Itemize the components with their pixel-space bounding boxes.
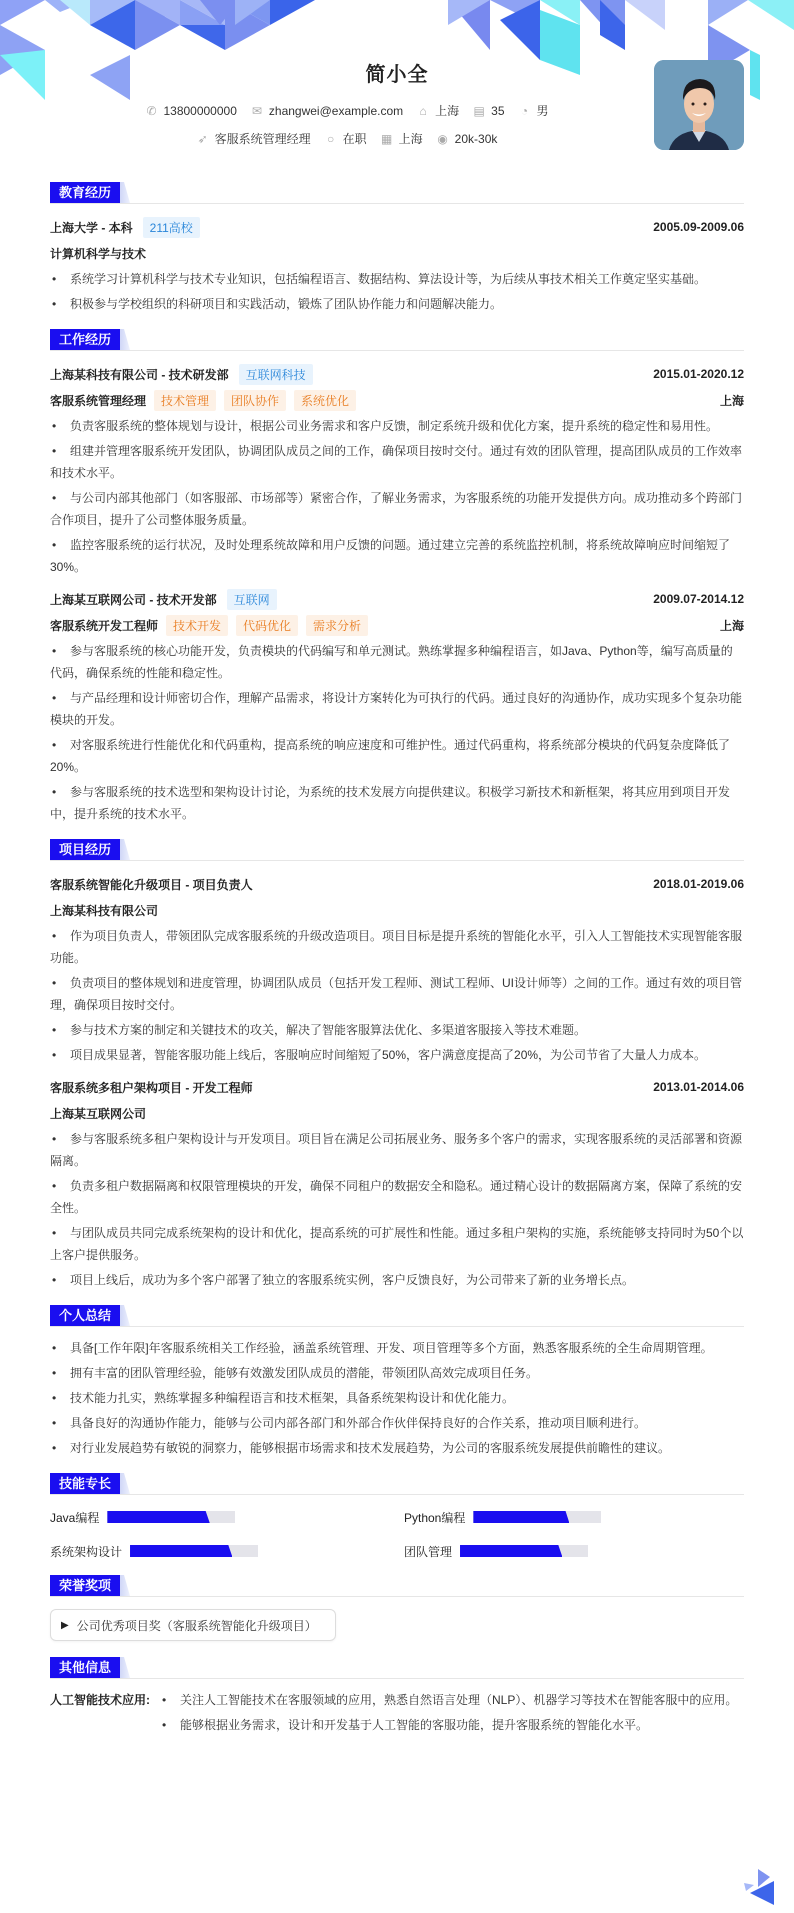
work-entry-header — [50, 361, 744, 387]
age-value: 35 — [491, 103, 505, 118]
email-value: zhangwei@example.com — [268, 103, 404, 118]
company-name: 上海某互联网公司 - 技术开发部 — [50, 592, 217, 607]
entry-date: 2018.01-2019.06 — [653, 877, 744, 891]
role-title: 客服系统管理经理 — [50, 393, 147, 408]
skill-progress-bar — [460, 1545, 588, 1557]
position-value: 客服系统管理经理 — [214, 132, 311, 146]
school-tag: 211高校 — [143, 217, 200, 238]
skills-grid — [50, 1505, 744, 1563]
skill-progress-bar — [473, 1511, 601, 1523]
list-item: • 具备良好的沟通协作能力，能够与公司内部各部门和外部合作伙伴保持良好的合作关系，推动项目顺利进行。 — [50, 1412, 744, 1434]
skill-progress-bar — [130, 1545, 258, 1557]
list-item: • 与公司内部其他部门（如客服部、市场部等）紧密合作，了解业务需求，为客服系统的功能开发提供方向。成功推动多个跨部门合作项目，提升了公司整体服务质量。 — [50, 487, 744, 531]
list-item: • 项目上线后，成功为多个客户部署了独立的客服系统实例，客户反馈良好，为公司带来了新的业务增长点。 — [50, 1269, 744, 1291]
home-icon: ⌂ — [419, 103, 427, 118]
list-item: • 对客服系统进行性能优化和代码重构，提高系统的响应速度和可维护性。通过代码重构，将系统部分模块的代码复杂度降低了20%。 — [50, 734, 744, 778]
skill-item — [50, 1539, 404, 1563]
education-bullets — [50, 268, 744, 315]
salary-icon: ◉ — [437, 131, 448, 146]
salary-item — [437, 132, 498, 146]
list-item: • 系统学习计算机科学与技术专业知识，包括编程语言、数据结构、算法设计等，为后续从事技术相关工作奠定坚实基础。 — [50, 268, 744, 290]
entry-title — [50, 217, 200, 238]
email-item — [251, 104, 403, 118]
role-group — [50, 390, 356, 411]
role-row — [50, 387, 744, 413]
city-icon: ▦ — [380, 131, 393, 146]
list-item: • 技术能力扎实，熟练掌握多种编程语言和技术框架，具备系统架构设计和优化能力。 — [50, 1387, 744, 1409]
role-group — [50, 615, 368, 636]
entry-title — [50, 364, 313, 385]
list-item: • 负责多租户数据隔离和权限管理模块的开发，确保不同租户的数据安全和隐私。通过精心设计的数据隔离方案，保障了系统的安全性。 — [50, 1175, 744, 1219]
city-item — [381, 130, 423, 147]
work-section — [50, 327, 744, 825]
project-entry-header — [50, 871, 744, 897]
section-title: 工作经历 — [50, 329, 120, 350]
age-item — [473, 104, 504, 118]
skills-section — [50, 1471, 744, 1563]
list-item: • 负责项目的整体规划和进度管理，协调团队成员（包括开发工程师、测试工程师、UI设计师等）之间的工作。通过有效的项目管理，确保项目按时交付。 — [50, 972, 744, 1016]
list-item: • 负责客服系统的整体规划与设计，根据公司业务需求和客户反馈，制定系统升级和优化方案，提升系统的稳定性和易用性。 — [50, 415, 744, 437]
role-title: 客服系统开发工程师 — [50, 618, 159, 633]
role-row — [50, 612, 744, 638]
award-item — [50, 1609, 336, 1641]
skill-tag: 系统优化 — [294, 390, 356, 411]
other-info-row — [50, 1689, 744, 1739]
status-value: 在职 — [342, 132, 367, 146]
project-bullets — [50, 925, 744, 1066]
awards-section — [50, 1573, 744, 1641]
project-name: 客服系统多租户架构项目 - 开发工程师 — [50, 1080, 253, 1095]
position-icon: ➶ — [197, 131, 208, 146]
footer-corner-decoration — [744, 1865, 780, 1905]
section-header — [50, 327, 744, 351]
company-name: 上海某科技有限公司 - 技术研发部 — [50, 367, 229, 382]
entry-date: 2015.01-2020.12 — [653, 367, 744, 381]
skill-name: 系统架构设计 — [50, 1544, 123, 1559]
salary-value: 20k-30k — [454, 131, 498, 146]
skill-name: Java编程 — [50, 1510, 100, 1525]
list-item: • 组建并管理客服系统开发团队，协调团队成员之间的工作，确保项目按时交付。通过有效的团队管理，提高团队成员的工作效率和技术水平。 — [50, 440, 744, 484]
list-item: • 具备[工作年限]年客服系统相关工作经验，涵盖系统管理、开发、项目管理等多个方面，熟悉客服系统的全生命周期管理。 — [50, 1337, 744, 1359]
skill-tag: 技术管理 — [154, 390, 216, 411]
education-entry-header — [50, 214, 744, 240]
skill-tag: 需求分析 — [306, 615, 368, 636]
project-company-label: 上海某互联网公司 — [50, 1106, 147, 1121]
list-item: • 与团队成员共同完成系统架构的设计和优化，提高系统的可扩展性和性能。通过多租户架构的实施，系统能够支持同时为50个以上客户提供服务。 — [50, 1222, 744, 1266]
entry-date: 2013.01-2014.06 — [653, 1080, 744, 1094]
other-bullets — [160, 1689, 737, 1739]
entry-title — [50, 589, 277, 610]
phone-value: 13800000000 — [163, 103, 237, 118]
phone-item — [145, 104, 236, 118]
other-info-label: 人工智能技术应用: — [50, 1693, 150, 1707]
section-title: 技能专长 — [50, 1473, 120, 1494]
avatar — [654, 60, 744, 150]
work-location: 上海 — [719, 618, 744, 633]
list-item: • 监控客服系统的运行状况，及时处理系统故障和用户反馈的问题。通过建立完善的系统监控机制，将系统故障响应时间缩短了30%。 — [50, 534, 744, 578]
gender-icon: ◔ — [520, 103, 529, 118]
work-bullets — [50, 415, 744, 578]
skill-name: Python编程 — [404, 1510, 466, 1525]
skill-name: 团队管理 — [404, 1544, 453, 1559]
industry-tag: 互联网 — [227, 589, 277, 610]
entry-date: 2009.07-2014.12 — [653, 592, 744, 606]
section-title: 个人总结 — [50, 1305, 120, 1326]
summary-bullets — [50, 1337, 744, 1459]
section-header — [50, 1655, 744, 1679]
triangle-right-icon: ▶ — [61, 1619, 69, 1631]
list-item: • 能够根据业务需求，设计和开发基于人工智能的客服功能，提升客服系统的智能化水平。 — [160, 1714, 737, 1736]
section-header — [50, 1573, 744, 1597]
skill-progress-fill — [473, 1511, 569, 1523]
position-item — [197, 130, 311, 147]
status-item — [325, 130, 367, 147]
other-section — [50, 1655, 744, 1739]
project-name: 客服系统智能化升级项目 - 项目负责人 — [50, 877, 253, 892]
project-bullets — [50, 1128, 744, 1291]
list-item: • 参与客服系统的技术选型和架构设计讨论，为系统的技术发展方向提供建议。积极学习新技术和新框架，将其应用到项目开发中，提升系统的技术水平。 — [50, 781, 744, 825]
location-item — [417, 102, 459, 119]
work-location: 上海 — [719, 393, 744, 408]
list-item: • 参与客服系统的核心功能开发，负责模块的代码编写和单元测试。熟练掌握多种编程语言，如Java、Python等，编写高质量的代码，确保系统的性能和稳定性。 — [50, 640, 744, 684]
section-header — [50, 180, 744, 204]
list-item: • 与产品经理和设计师密切合作，理解产品需求，将设计方案转化为可执行的代码。通过良好的沟通协作，成功实现多个复杂功能模块的开发。 — [50, 687, 744, 731]
skill-tag: 团队协作 — [224, 390, 286, 411]
skill-progress-bar — [107, 1511, 235, 1523]
projects-section — [50, 837, 744, 1291]
industry-tag: 互联网科技 — [239, 364, 313, 385]
section-title: 教育经历 — [50, 182, 120, 203]
gender-value: 男 — [536, 104, 549, 118]
skill-progress-fill — [107, 1511, 209, 1523]
gender-item — [519, 102, 549, 119]
education-section — [50, 180, 744, 315]
list-item: • 参与技术方案的制定和关键技术的攻关，解决了智能客服算法优化、多渠道客服接入等技术难题。 — [50, 1019, 744, 1041]
project-entry-header — [50, 1074, 744, 1100]
skill-item — [404, 1505, 758, 1529]
status-icon: ○ — [327, 131, 335, 146]
list-item: • 拥有丰富的团队管理经验，能够有效激发团队成员的潜能，带领团队高效完成项目任务。 — [50, 1362, 744, 1384]
award-label: 公司优秀项目奖（客服系统智能化升级项目） — [76, 1618, 317, 1633]
candidate-name: 简小全 — [365, 64, 429, 86]
list-item: • 项目成果显著，智能客服功能上线后，客服响应时间缩短了50%，客户满意度提高了20%，为公司节省了大量人力成本。 — [50, 1044, 744, 1066]
age-icon: ▤ — [473, 103, 485, 118]
email-icon: ✉ — [251, 103, 262, 118]
city-value: 上海 — [398, 132, 423, 146]
list-item: • 参与客服系统多租户架构设计与开发项目。项目旨在满足公司拓展业务、服务多个客户的需求，实现客服系统的灵活部署和资源隔离。 — [50, 1128, 744, 1172]
section-title: 项目经历 — [50, 839, 120, 860]
project-company — [50, 1100, 744, 1126]
skill-item — [50, 1505, 404, 1529]
resume-body — [0, 180, 794, 1739]
entry-date: 2005.09-2009.06 — [653, 220, 744, 234]
location-value: 上海 — [435, 104, 460, 118]
section-title: 荣誉奖项 — [50, 1575, 120, 1596]
avatar-portrait-icon — [654, 60, 744, 150]
list-item: • 关注人工智能技术在客服领域的应用，熟悉自然语言处理（NLP）、机器学习等技术在智能客服中的应用。 — [160, 1689, 737, 1711]
skill-progress-fill — [460, 1545, 562, 1557]
resume-header — [0, 0, 794, 170]
skill-progress-fill — [130, 1545, 232, 1557]
project-company-label: 上海某科技有限公司 — [50, 903, 159, 918]
section-header — [50, 1303, 744, 1327]
skill-tag: 代码优化 — [236, 615, 298, 636]
skill-item — [404, 1539, 758, 1563]
project-company — [50, 897, 744, 923]
summary-section — [50, 1303, 744, 1459]
school-name: 上海大学 - 本科 — [50, 220, 133, 235]
work-entry-header — [50, 586, 744, 612]
major — [50, 240, 744, 266]
section-title: 其他信息 — [50, 1657, 120, 1678]
skill-tag: 技术开发 — [166, 615, 228, 636]
list-item: • 作为项目负责人，带领团队完成客服系统的升级改造项目。项目目标是提升系统的智能化水平，引入人工智能技术实现智能客服功能。 — [50, 925, 744, 969]
phone-icon: ✆ — [146, 103, 157, 118]
section-header — [50, 1471, 744, 1495]
section-header — [50, 837, 744, 861]
work-bullets — [50, 640, 744, 825]
list-item: • 积极参与学校组织的科研项目和实践活动，锻炼了团队协作能力和问题解决能力。 — [50, 293, 744, 315]
list-item: • 对行业发展趋势有敏锐的洞察力，能够根据市场需求和技术发展趋势，为公司的客服系统发展提供前瞻性的建议。 — [50, 1437, 744, 1459]
major-label: 计算机科学与技术 — [50, 246, 147, 261]
